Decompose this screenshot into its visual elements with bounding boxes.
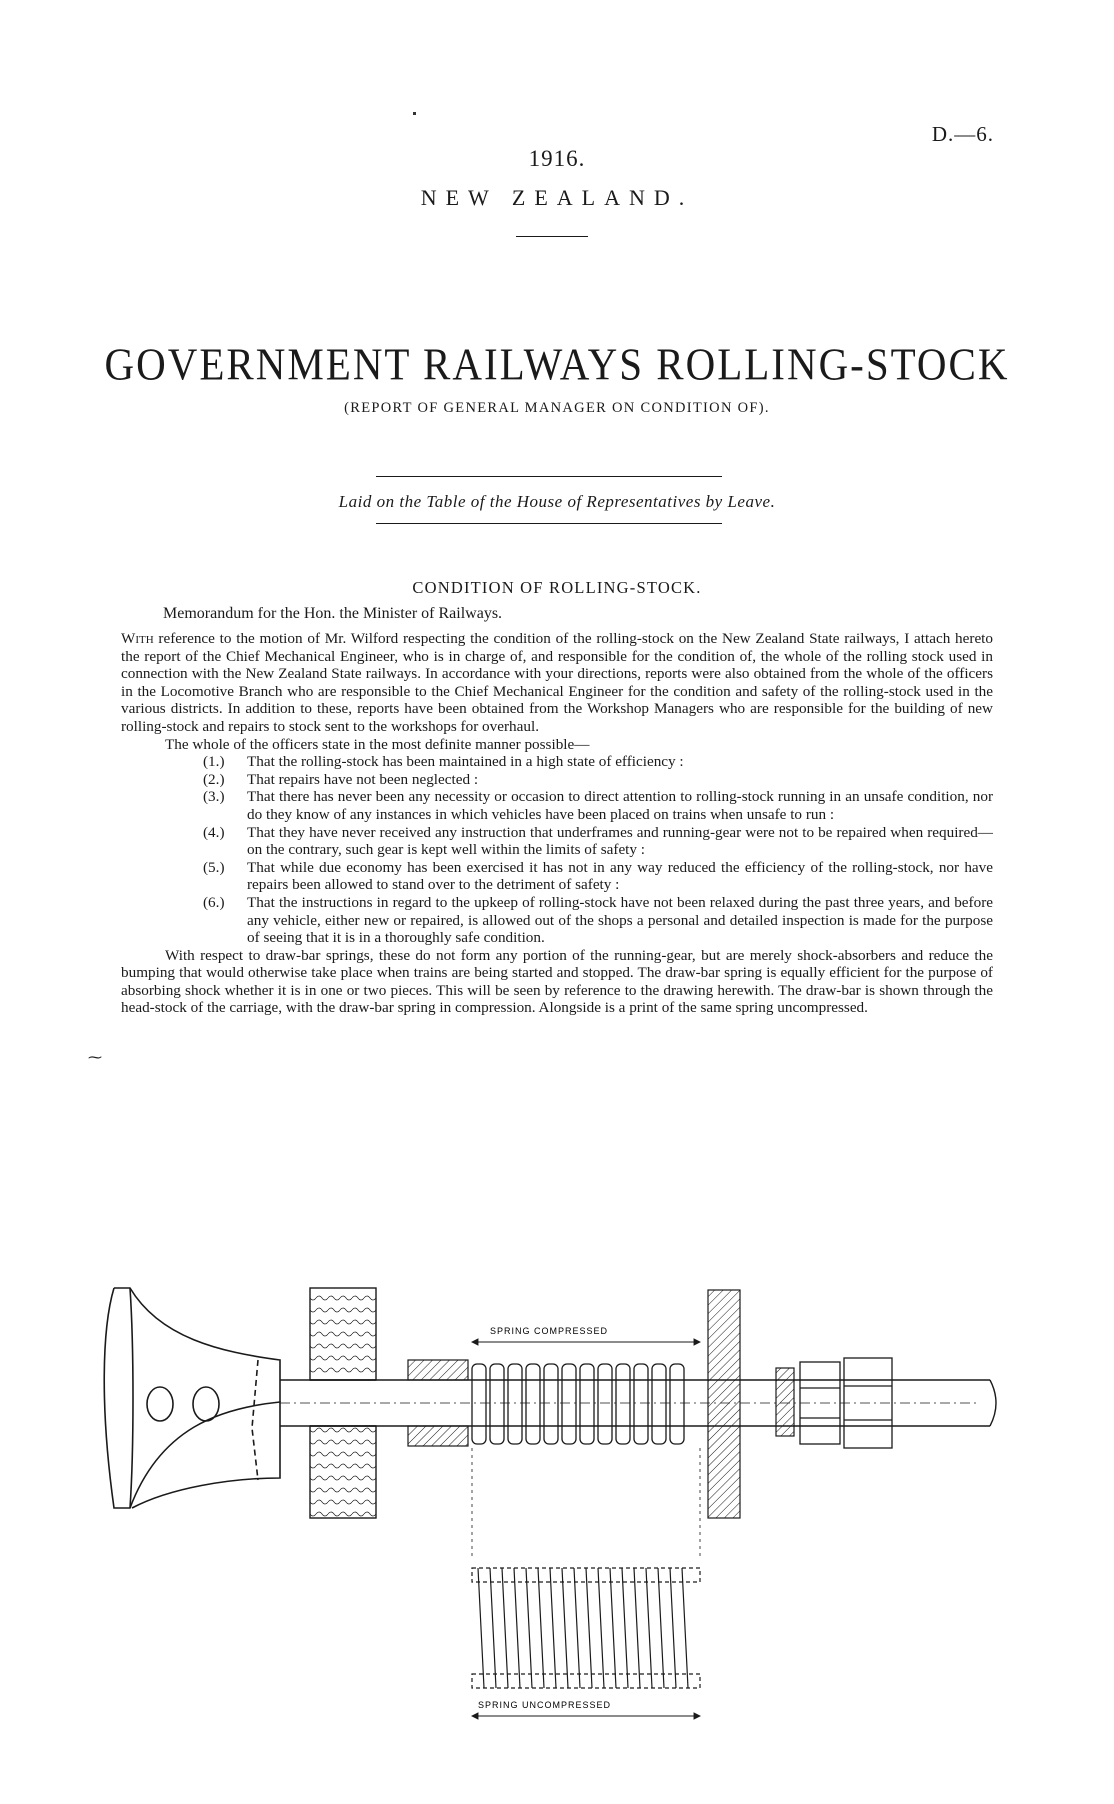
print-speck (413, 112, 416, 115)
condition-number: (5.) (203, 858, 225, 876)
laid-on-table-note: Laid on the Table of the House of Representatives by Leave. (338, 492, 776, 511)
title-divider-top (376, 476, 722, 477)
condition-number: (4.) (203, 823, 225, 841)
body-text (121, 630, 993, 1017)
drawbar-head (104, 1288, 280, 1508)
condition-text: That there has never been any necessity or occasion to direct attention to rolling-stock running in an unsafe condition, nor do they know of any instances in which vehicles have been placed on trains when unsafe to run : (247, 788, 993, 823)
condition-item (121, 771, 993, 789)
condition-text: That they have never received any instruction that underframes and running-gear were not to be repaired when required—on the contrary, such gear is kept well within the limits of safety : (247, 823, 993, 859)
condition-item (121, 824, 993, 859)
intro-paragraph (121, 630, 993, 736)
label-spring-compressed: SPRING COMPRESSED (490, 1326, 609, 1336)
condition-item (121, 753, 993, 771)
document-title: GOVERNMENT RAILWAYS ROLLING-STOCK (104, 338, 1010, 390)
condition-text: That repairs have not been neglected : (247, 770, 479, 788)
condition-number: (6.) (203, 893, 225, 911)
conditions-list (121, 753, 993, 947)
title-divider-bottom (376, 523, 722, 524)
condition-text: That while due economy has been exercised it has not in any way reduced the efficiency of the rolling-stock, nor have repairs been allowed to stand over to the detriment of safety : (247, 858, 993, 894)
document-reference: D.—6. (931, 122, 994, 146)
country-heading: NEW ZEALAND. (420, 185, 694, 210)
drawbar-shank (280, 1380, 996, 1426)
label-spring-uncompressed: SPRING UNCOMPRESSED (478, 1700, 612, 1710)
condition-item (121, 859, 993, 894)
drawbar-spring-drawing (100, 1268, 1010, 1736)
header-divider (516, 236, 588, 237)
condition-number: (3.) (203, 788, 225, 806)
condition-text: That the instructions in regard to the upkeep of rolling-stock have not been relaxed during the past three years, and before any vehicle, either new or repaired, is allowed out of the shops a personal and detailed inspection is made for the purpose of seeing that it is in a thoroughly safe condition. (247, 893, 993, 947)
compressed-spring (472, 1364, 684, 1444)
front-plate (408, 1360, 468, 1446)
drawing-svg (100, 1268, 1010, 1736)
section-heading: CONDITION OF ROLLING-STOCK. (412, 578, 702, 597)
document-subtitle: (REPORT OF GENERAL MANAGER ON CONDITION OF). (344, 400, 770, 416)
condition-number: (2.) (203, 770, 225, 788)
officers-statement: The whole of the officers state in the most definite manner possible— (165, 735, 590, 753)
drawbar-paragraph: With respect to draw-bar springs, these do not form any portion of the running-gear, but are merely shock-absorbers and reduce the bumping that would otherwise take place when trains are being started and stopped. The draw-bar spring is equally efficient for the purpose of absorbing shock whether it is in one or two pieces. This will be seen by reference to the drawing herewith. The draw-bar is shown through the head-stock of the carriage, with the draw-bar spring in compression. Alongside is a print of the same spring uncompressed. (121, 946, 993, 1017)
uncompressed-dimension (472, 1713, 700, 1719)
document-year: 1916. (528, 146, 586, 171)
condition-number: (1.) (203, 753, 225, 771)
washer (776, 1368, 794, 1436)
condition-item (121, 894, 993, 947)
memorandum-line: Memorandum for the Hon. the Minister of Railways. (163, 605, 503, 622)
condition-text: That the rolling-stock has been maintained in a high state of efficiency : (247, 753, 684, 771)
intro-lead-word: With (121, 630, 154, 647)
intro-text: reference to the motion of Mr. Wilford respecting the condition of the rolling-stock on the New Zealand State railways, I attach hereto the report of the Chief Mechanical Engineer, who is in charge of, and responsible for the condition of, the whole of the rolling stock used in connection with the New Zealand State railways. In accordance with your directions, reports were also obtained from the whole of the officers in the Locomotive Branch who are responsible to the Chief Mechanical Engineer for the condition and safety of the rolling-stock used in the various districts. In addition to these, reports have been obtained from the Workshop Managers who are responsible for the building of new rolling-stock and repairs to stock sent to the workshops for overhaul. (121, 630, 993, 735)
margin-mark: ⁓ (88, 1051, 102, 1066)
rear-plate (708, 1290, 740, 1518)
condition-item (121, 788, 993, 823)
compressed-dimension (472, 1339, 700, 1345)
projection-lines (472, 1448, 700, 1558)
uncompressed-spring (472, 1568, 700, 1688)
